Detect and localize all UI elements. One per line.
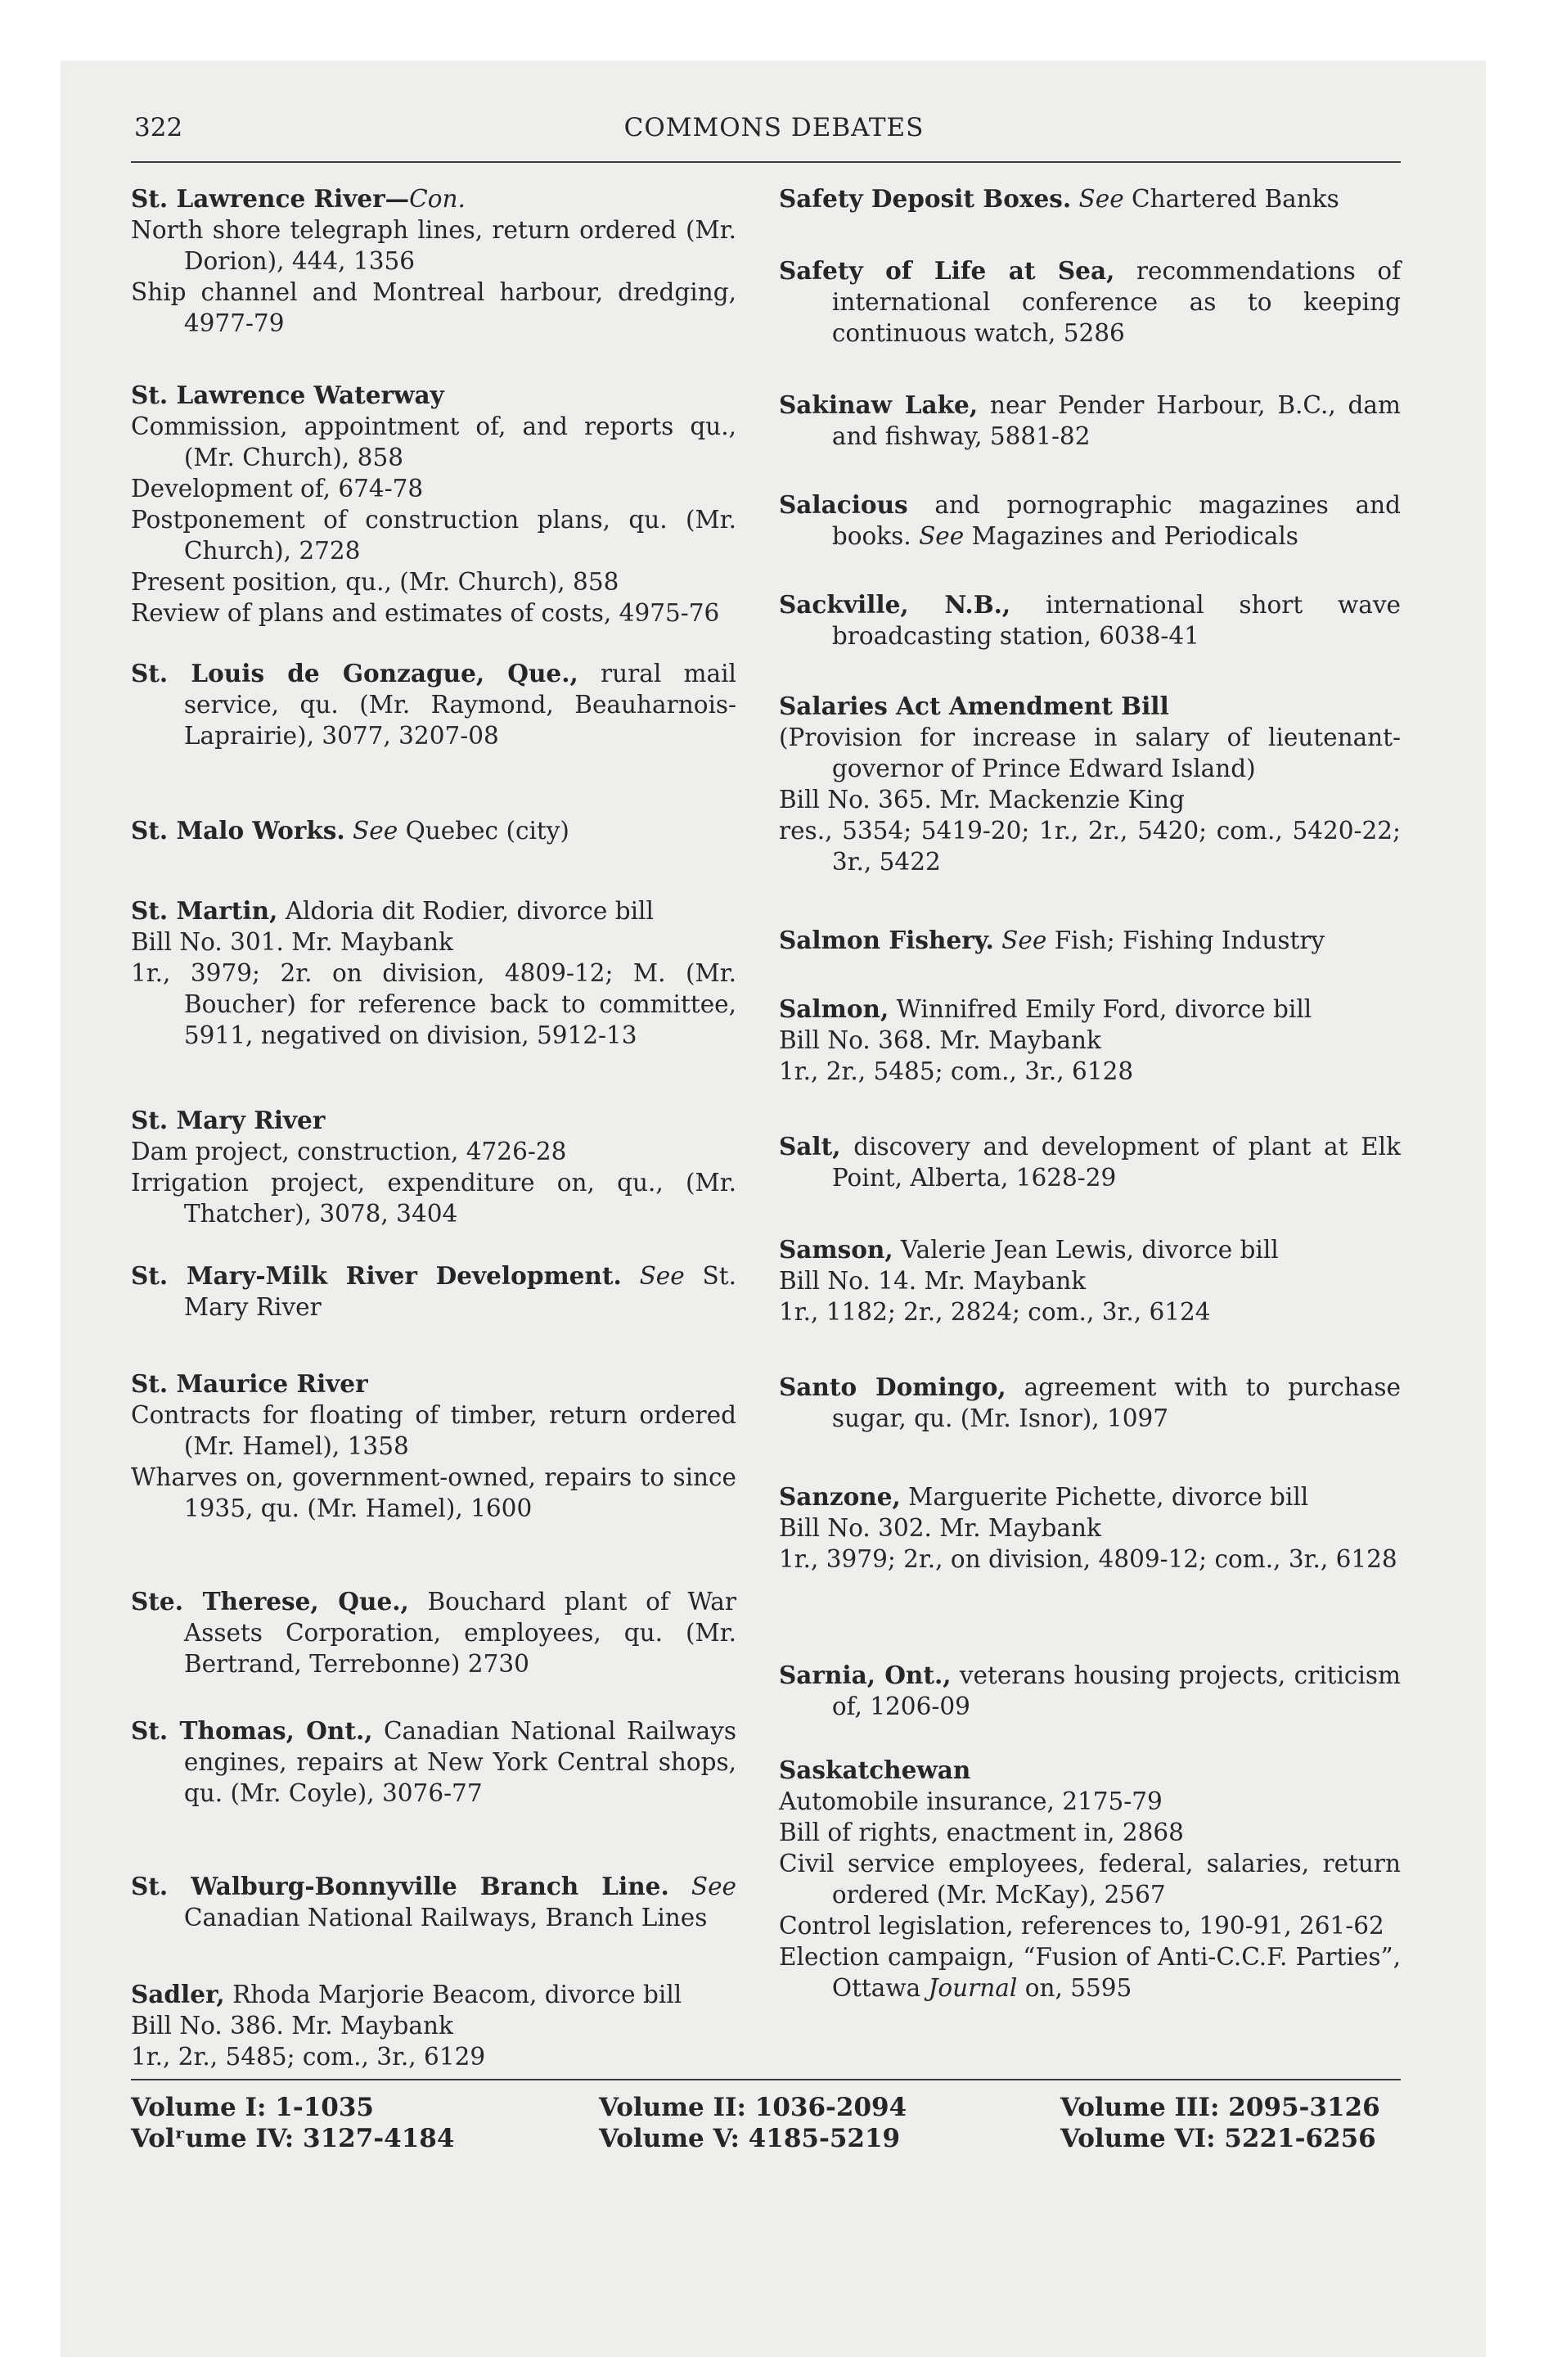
volume-key-col-2 <box>599 2092 907 2154</box>
page-title: COMMONS DEBATES <box>623 113 925 142</box>
entry-subline: Dam project, construction, 4726-28 <box>131 1138 567 1165</box>
entry-subline: Control legislation, references to, 190-91, 261-62 <box>779 1912 1384 1940</box>
entry-subline: Commission, appointment of, and reports qu., (Mr. Church), 858 <box>131 412 736 471</box>
index-entry: Sarnia, Ont., veterans housing projects, criticism of, 1206-09 <box>779 1661 1401 1720</box>
entry-heading: Sackville, N.B., <box>779 590 1011 619</box>
index-entry <box>131 1368 736 1524</box>
entry-subline: (Provision for increase in salary of lieutenant-governor of Prince Edward Island) <box>779 723 1401 782</box>
entry-heading: Sakinaw Lake, <box>779 390 979 419</box>
volume-range: Volʳume IV: 3127-4184 <box>131 2124 455 2153</box>
index-entry: St. Lawrence River—Con. North shore telegraph lines, return ordered (Mr. Dorion), 444, 1356 Ship channel and Montreal harbour, dredging, 4977-79 <box>131 184 736 337</box>
index-entry <box>779 1755 1401 2004</box>
entry-subline: Postponement of construction plans, qu. (Mr. Church), 2728 <box>131 506 736 565</box>
index-entry: Salmon Fishery. See Fish; Fishing Industry <box>779 926 1325 954</box>
entry-subline: Bill No. 365. Mr. Mackenzie King <box>779 786 1185 814</box>
entry-subline: 1r., 2r., 5485; com., 3r., 6128 <box>779 1057 1134 1085</box>
entry-heading: Salaries Act Amendment Bill <box>779 692 1169 720</box>
entry-heading: Sarnia, Ont., <box>779 1661 952 1689</box>
entry-heading: St. Lawrence Waterway <box>131 381 444 409</box>
index-entry: Santo Domingo, agreement with to purchase sugar, qu. (Mr. Isnor), 1097 <box>779 1373 1401 1432</box>
index-entry: St. Malo Works. See Quebec (city) <box>131 816 569 845</box>
index-entry: Sackville, N.B., international short wave broadcasting station, 6038-41 <box>779 590 1401 650</box>
index-entry: Sakinaw Lake, near Pender Harbour, B.C., dam and fishway, 5881-82 <box>779 390 1401 450</box>
volume-key-col-1 <box>131 2092 454 2154</box>
entry-heading: Samson, <box>779 1235 893 1264</box>
entry-subline: 1r., 1182; 2r., 2824; com., 3r., 6124 <box>779 1298 1211 1326</box>
entry-heading: Santo Domingo, <box>779 1373 1006 1401</box>
index-entry <box>131 380 736 629</box>
entry-heading: St. Lawrence River <box>131 184 385 213</box>
index-entry: Safety Deposit Boxes. See Chartered Banks <box>779 184 1339 213</box>
entry-heading: St. Martin, <box>131 896 278 925</box>
index-entry: Sanzone, Marguerite Pichette, divorce bill Bill No. 302. Mr. Maybank 1r., 3979; 2r., on division, 4809-12; com., 3r., 6128 <box>779 1481 1401 1575</box>
entry-heading: St. Walburg-Bonnyville Branch Line. <box>131 1872 669 1900</box>
entry-heading: Safety of Life at Sea, <box>779 256 1115 285</box>
entry-subline: Bill No. 368. Mr. Maybank <box>779 1026 1101 1054</box>
entry-heading: Saskatchewan <box>779 1756 971 1784</box>
entry-subline: Wharves on, government-owned, repairs to since 1935, qu. (Mr. Hamel), 1600 <box>131 1463 736 1522</box>
index-entry: St. Martin, Aldoria dit Rodier, divorce bill Bill No. 301. Mr. Maybank 1r., 3979; 2r. on division, 4809-12; M. (Mr. Boucher) for reference back to committee, 5911, negatived on division, 5912-13 <box>131 896 736 1049</box>
entry-subline: Contracts for floating of timber, return ordered (Mr. Hamel), 1358 <box>131 1401 736 1460</box>
index-entry: St. Walburg-Bonnyville Branch Line. See Canadian National Railways, Branch Lines <box>131 1872 736 1931</box>
entry-subline: Automobile insurance, 2175-79 <box>779 1787 1163 1815</box>
entry-heading: Salmon, <box>779 994 889 1023</box>
entry-heading: St. Mary River <box>131 1106 326 1134</box>
entry-subline: Civil service employees, federal, salaries, return ordered (Mr. McKay), 2567 <box>779 1850 1401 1909</box>
index-entry: Salmon, Winnifred Emily Ford, divorce bill Bill No. 368. Mr. Maybank 1r., 2r., 5485; com., 3r., 6128 <box>779 994 1401 1087</box>
entry-heading: Salmon Fishery. <box>779 926 994 954</box>
entry-subline: 1r., 3979; 2r. on division, 4809-12; M. (Mr. Boucher) for reference back to committee, 5911, negatived on division, 5912-13 <box>131 959 736 1049</box>
entry-subline: res., 5354; 5419-20; 1r., 2r., 5420; com., 5420-22; 3r., 5422 <box>779 817 1401 876</box>
entry-subline: 1r., 2r., 5485; com., 3r., 6129 <box>131 2043 486 2071</box>
index-entry: St. Louis de Gonzague, Que., rural mail service, qu. (Mr. Raymond, Beauharnois-Laprairie), 3077, 3207-08 <box>131 659 736 750</box>
header-rule <box>131 161 1401 163</box>
entry-subline: Election campaign, “Fusion of Anti-C.C.F. Parties”, Ottawa Journal on, 5595 <box>779 1943 1401 2002</box>
entry-subline: Development of, 674-78 <box>131 475 424 503</box>
volume-range: Volume III: 2095-3126 <box>1060 2093 1380 2122</box>
entry-subline: Bill No. 301. Mr. Maybank <box>131 928 453 956</box>
index-entry: Ste. Therese, Que., Bouchard plant of War Assets Corporation, employees, qu. (Mr. Bertrand, Terrebonne) 2730 <box>131 1587 736 1678</box>
footer-rule <box>131 2079 1401 2080</box>
entry-heading: St. Maurice River <box>131 1369 368 1398</box>
entry-subline: Bill No. 302. Mr. Maybank <box>779 1514 1101 1542</box>
entry-subline: Bill of rights, enactment in, 2868 <box>779 1819 1184 1846</box>
index-entry: St. Mary-Milk River Development. See St. Mary River <box>131 1261 736 1321</box>
volume-range: Volume II: 1036-2094 <box>599 2093 907 2122</box>
volume-range: Volume V: 4185-5219 <box>599 2124 901 2153</box>
entry-heading: Salt, <box>779 1132 841 1161</box>
entry-heading: Salacious <box>779 490 908 519</box>
index-entry: Sadler, Rhoda Marjorie Beacom, divorce bill Bill No. 386. Mr. Maybank 1r., 2r., 5485; com., 3r., 6129 <box>131 1979 736 2072</box>
index-entry: Samson, Valerie Jean Lewis, divorce bill Bill No. 14. Mr. Maybank 1r., 1182; 2r., 2824; com., 3r., 6124 <box>779 1234 1401 1327</box>
entry-heading: St. Mary-Milk River Development. <box>131 1261 622 1290</box>
entry-heading: St. Malo Works. <box>131 816 345 845</box>
entry-heading: Ste. Therese, Que., <box>131 1587 409 1616</box>
entry-heading: St. Louis de Gonzague, Que., <box>131 659 578 687</box>
entry-heading: Safety Deposit Boxes. <box>779 184 1072 213</box>
entry-subline: Irrigation project, expenditure on, qu., (Mr. Thatcher), 3078, 3404 <box>131 1169 736 1228</box>
entry-heading: Sadler, <box>131 1980 225 2008</box>
entry-subline: Present position, qu., (Mr. Church), 858 <box>131 568 619 596</box>
entry-subline: Bill No. 386. Mr. Maybank <box>131 2012 453 2040</box>
entry-subline: Ship channel and Montreal harbour, dredging, 4977-79 <box>131 278 736 337</box>
entry-subline: Bill No. 14. Mr. Maybank <box>779 1267 1087 1295</box>
index-entry <box>779 691 1401 877</box>
entry-subline: North shore telegraph lines, return ordered (Mr. Dorion), 444, 1356 <box>131 216 736 275</box>
index-entry: Salacious and pornographic magazines and books. See Magazines and Periodicals <box>779 490 1401 550</box>
index-entry: Safety of Life at Sea, recommendations of international conference as to keeping continuous watch, 5286 <box>779 256 1402 347</box>
index-entry <box>131 1105 736 1229</box>
page-number: 322 <box>134 113 183 142</box>
entry-subline: Review of plans and estimates of costs, 4975-76 <box>131 599 720 627</box>
entry-heading: Sanzone, <box>779 1482 901 1511</box>
volume-range: Volume VI: 5221-6256 <box>1060 2124 1376 2153</box>
volume-range: Volume I: 1-1035 <box>131 2093 374 2122</box>
entry-subline: 1r., 3979; 2r., on division, 4809-12; com., 3r., 6128 <box>779 1545 1397 1573</box>
volume-key-col-3 <box>1060 2092 1380 2154</box>
index-entry: St. Thomas, Ont., Canadian National Railways engines, repairs at New York Central shops, qu. (Mr. Coyle), 3076-77 <box>131 1716 736 1807</box>
index-entry: Salt, discovery and development of plant at Elk Point, Alberta, 1628-29 <box>779 1132 1401 1192</box>
entry-heading: St. Thomas, Ont., <box>131 1716 373 1745</box>
